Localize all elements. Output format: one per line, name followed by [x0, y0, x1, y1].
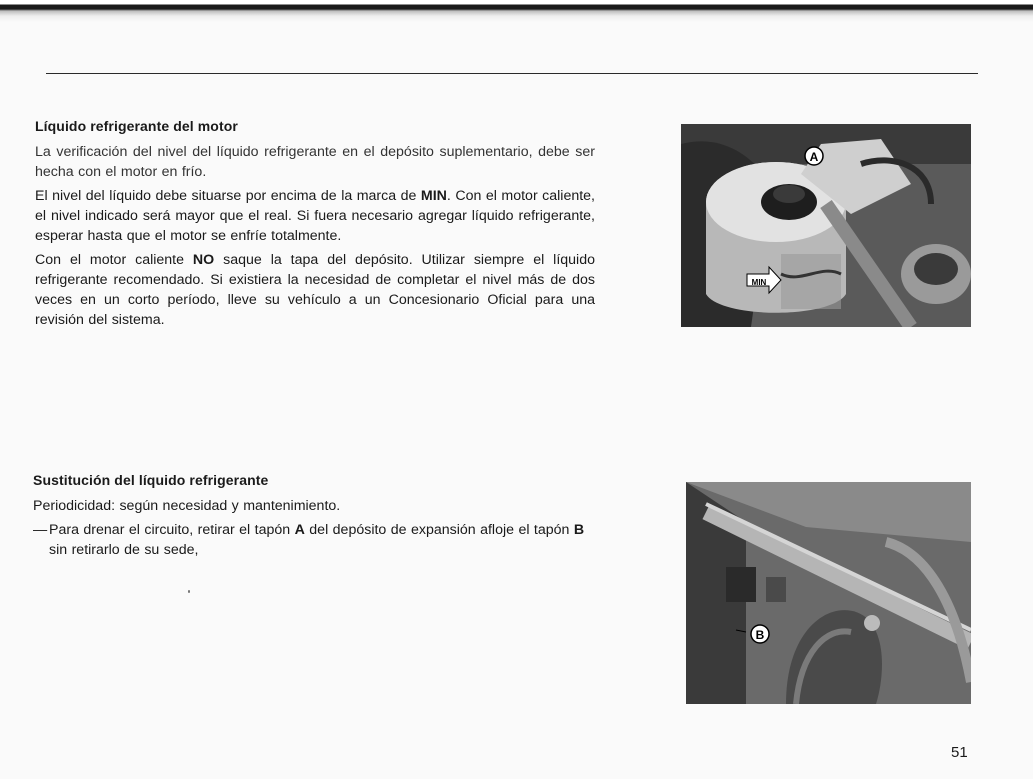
section-title: Sustitución del líquido refrigerante — [33, 472, 269, 488]
section-coolant-replacement — [33, 472, 598, 564]
coolant-reservoir-photo — [681, 124, 971, 327]
drain-plug-photo — [686, 482, 971, 704]
page-top-edge — [0, 0, 1033, 22]
page-number: 51 — [951, 744, 968, 761]
drain-plug-illustration — [686, 482, 971, 704]
print-speck — [188, 590, 190, 593]
callout-b-label: B — [755, 628, 765, 642]
dash-bullet: — — [33, 522, 48, 538]
callout-a-label: A — [809, 150, 819, 164]
reservoir-illustration — [681, 124, 971, 327]
header-rule — [46, 73, 978, 74]
list-item: — Para drenar el circuito, retirar el tapón A del depósito de expansión afloje el tapón B sin retirarlo de su sede, — [33, 522, 585, 558]
min-marker-label: MIN — [751, 278, 767, 287]
paragraph: La verificación del nivel del líquido refrigerante en el depósito suplementario, debe ser hecha con el motor en frío. — [35, 144, 595, 180]
paragraph: Periodicidad: según necesidad y mantenimiento. — [33, 498, 341, 514]
section-title: Líquido refrigerante del motor — [35, 118, 238, 134]
paragraph: Con el motor caliente NO saque la tapa del depósito. Utilizar siempre el líquido refrigerante recomendado. Si existiera la necesidad de completar el nivel más de dos veces en un corto período, lleve su vehículo a un Concesionario Oficial para una revisión del sistema. — [35, 252, 595, 328]
section-coolant-level — [35, 118, 595, 334]
paragraph: El nivel del líquido debe situarse por encima de la marca de MIN. Con el motor caliente, el nivel indicado será mayor que el real. Si fuera necesario agregar líquido refrigerante, esperar hasta que el motor se enfríe totalmente. — [35, 188, 595, 244]
